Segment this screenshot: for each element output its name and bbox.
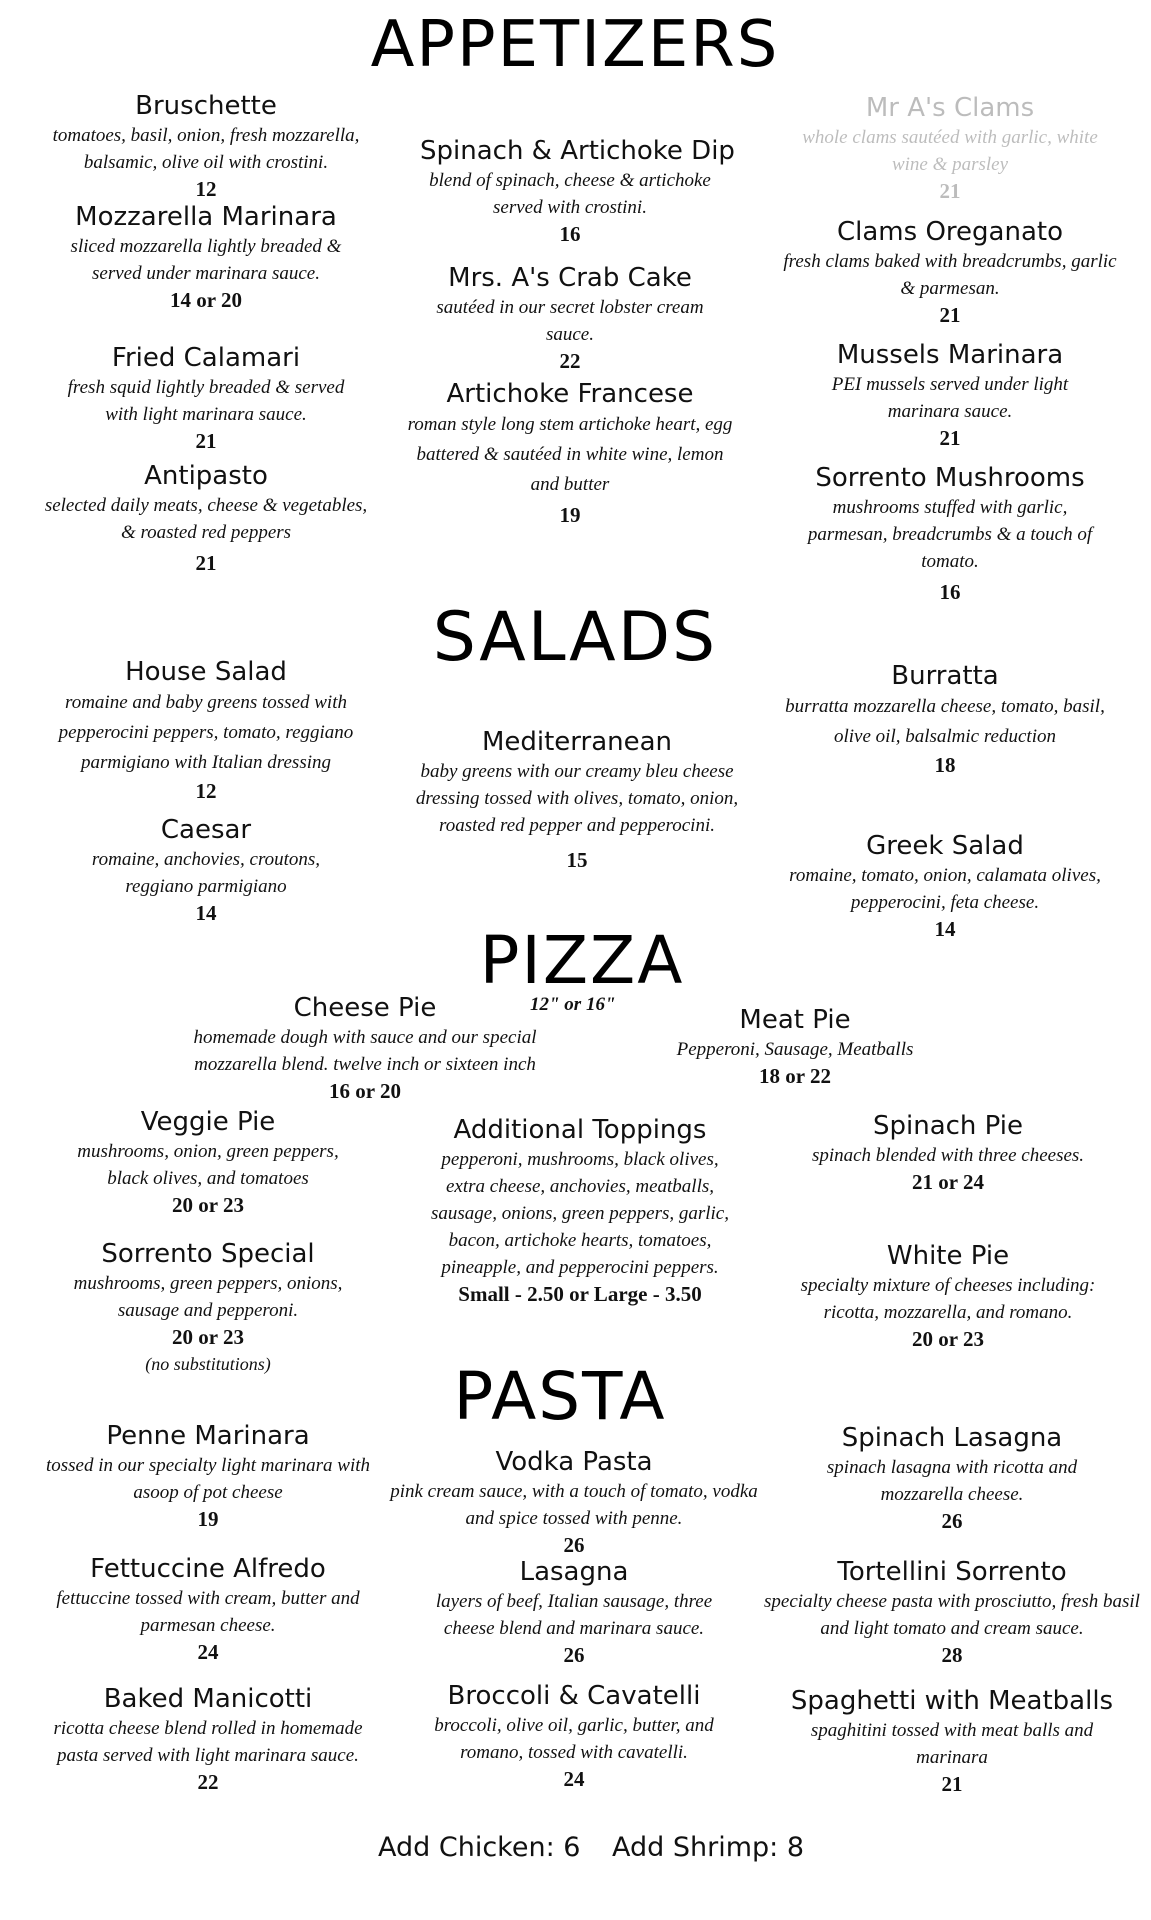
item-name: Vodka Pasta	[495, 1447, 653, 1477]
item-description: romaine and baby greens tossed with pepperocini peppers, tomato, reggiano parmigiano with Italian dressing	[58, 692, 354, 773]
item-name: Spinach Pie	[872, 1111, 1023, 1141]
item-price: 28	[941, 1643, 963, 1667]
item-description: spinach lasagna with ricotta and mozzarella cheese.	[826, 1457, 1078, 1505]
item-description: selected daily meats, cheese & vegetables, & roasted red peppers	[44, 495, 368, 543]
item-name: Meat Pie	[739, 1005, 851, 1035]
menu-item-clams-oreganato	[780, 216, 1120, 329]
item-price: 20 or 23	[172, 1193, 244, 1217]
item-description: romaine, anchovies, croutons, reggiano parmigiano	[91, 849, 321, 897]
item-price: 22	[559, 349, 581, 373]
item-description: fresh clams baked with breadcrumbs, garlic & parmesan.	[783, 251, 1117, 299]
menu-item-bruschette	[41, 90, 371, 203]
item-price: 18	[934, 753, 956, 777]
item-price: 19	[559, 503, 581, 527]
menu-item-spinach-artichoke-dip	[420, 135, 735, 248]
item-description: roman style long stem artichoke heart, egg battered & sautéed in white wine, lemon and butter	[407, 414, 733, 495]
item-description: ricotta cheese blend rolled in homemade pasta served with light marinara sauce.	[53, 1718, 363, 1766]
menu-item-house-salad	[41, 656, 371, 805]
item-description: fresh squid lightly breaded & served with light marinara sauce.	[67, 377, 345, 425]
item-price: 21	[939, 426, 961, 450]
menu-item-broccoli-cavatelli	[414, 1680, 734, 1793]
item-name: Mr A's Clams	[865, 93, 1035, 123]
item-name: Bruschette	[135, 91, 277, 121]
menu-item-baked-manicotti	[33, 1683, 383, 1796]
item-description: PEI mussels served under light marinara sauce.	[831, 374, 1069, 422]
menu-item-artichoke-francese	[405, 378, 735, 529]
menu-item-fettuccine-alfredo	[38, 1553, 378, 1666]
item-name: Fettuccine Alfredo	[90, 1554, 326, 1584]
item-price: 22	[197, 1770, 219, 1794]
item-price: 21	[941, 1772, 963, 1796]
add-chicken: Add Chicken: 6	[378, 1832, 581, 1863]
menu-item-lasagna	[409, 1556, 739, 1669]
appetizers-heading: APPETIZERS	[370, 8, 780, 82]
item-name: Mozzarella Marinara	[75, 202, 337, 232]
item-name: Fried Calamari	[111, 343, 301, 373]
menu-item-mediterranean	[407, 726, 747, 874]
item-name: Clams Oreganato	[837, 217, 1063, 247]
item-price: 14	[195, 901, 217, 925]
menu-item-spaghetti-meatballs	[777, 1685, 1127, 1798]
item-price: 12	[195, 779, 217, 803]
item-price: 24	[197, 1640, 219, 1664]
menu-item-spinach-pie	[788, 1110, 1108, 1196]
item-price: 24	[563, 1767, 585, 1791]
pizza-heading: PIZZA	[479, 922, 685, 999]
salads-heading: SALADS	[432, 598, 718, 677]
item-price: 20 or 23	[172, 1325, 244, 1349]
item-price: 21 or 24	[912, 1170, 984, 1194]
item-description: pink cream sauce, with a touch of tomato, vodka and spice tossed with penne.	[390, 1481, 758, 1529]
item-price: 19	[197, 1507, 219, 1531]
item-price: 20 or 23	[912, 1327, 984, 1351]
item-description: spinach blended with three cheeses.	[811, 1145, 1085, 1166]
menu-item-mr-as-clams	[795, 92, 1105, 205]
item-description: fettuccine tossed with cream, butter and parmesan cheese.	[56, 1588, 360, 1636]
item-description: whole clams sautéed with garlic, white wine & parsley	[802, 127, 1098, 175]
item-name: Spinach Lasagna	[841, 1423, 1063, 1453]
item-price: 26	[563, 1533, 585, 1557]
item-description: sautéed in our secret lobster cream sauce.	[436, 297, 704, 345]
item-name: White Pie	[886, 1241, 1010, 1271]
item-name: Mediterranean	[481, 727, 673, 757]
item-name: Caesar	[160, 815, 252, 845]
item-name: Veggie Pie	[140, 1107, 276, 1137]
item-name: Antipasto	[144, 461, 268, 491]
item-description: specialty cheese pasta with prosciutto, fresh basil and light tomato and cream sauce.	[764, 1591, 1140, 1639]
menu-item-mussels-marinara	[800, 339, 1100, 452]
item-description: mushrooms stuffed with garlic, parmesan, breadcrumbs & a touch of tomato.	[807, 497, 1093, 572]
item-description: spaghitini tossed with meat balls and marinara	[810, 1720, 1094, 1768]
item-price: Small - 2.50 or Large - 3.50	[458, 1282, 702, 1306]
item-name: Tortellini Sorrento	[837, 1557, 1067, 1587]
item-description: tossed in our specialty light marinara with asoop of pot cheese	[45, 1455, 371, 1503]
item-description: Pepperoni, Sausage, Meatballs	[676, 1039, 914, 1060]
menu-item-spinach-lasagna	[802, 1422, 1102, 1535]
menu-item-sorrento-mushrooms	[805, 462, 1095, 606]
item-description: baby greens with our creamy bleu cheese dressing tossed with olives, tomato, onion, roasted red pepper and pepperocini.	[415, 761, 739, 836]
menu-item-penne-marinara	[43, 1420, 373, 1533]
item-price: 16	[939, 580, 961, 604]
item-price: 26	[563, 1643, 585, 1667]
item-name: Mussels Marinara	[836, 340, 1064, 370]
item-name: Baked Manicotti	[103, 1684, 313, 1714]
add-shrimp: Add Shrimp: 8	[612, 1832, 805, 1863]
item-name: Spaghetti with Meatballs	[790, 1686, 1114, 1716]
item-price: 14	[934, 917, 956, 941]
menu-item-additional-toppings	[420, 1114, 740, 1308]
item-name: Lasagna	[519, 1557, 629, 1587]
item-name: Penne Marinara	[106, 1421, 310, 1451]
menu-item-white-pie	[783, 1240, 1113, 1353]
item-name: Spinach & Artichoke Dip	[420, 136, 735, 166]
item-price: 26	[941, 1509, 963, 1533]
menu-item-mozzarella-marinara	[61, 201, 351, 314]
item-description: tomatoes, basil, onion, fresh mozzarella, balsamic, olive oil with crostini.	[52, 125, 360, 173]
item-description: pepperoni, mushrooms, black olives, extra cheese, anchovies, meatballs, sausage, onions, green peppers, garlic, bacon, artichoke hearts, tomatoes, pineapple, and pepperocini peppers.	[431, 1149, 729, 1278]
item-note: (no substitutions)	[145, 1354, 271, 1374]
menu-item-cheese-pie	[150, 992, 580, 1105]
item-name: Mrs. A's Crab Cake	[448, 263, 692, 293]
item-price: 18 or 22	[759, 1064, 831, 1088]
menu-item-fried-calamari	[51, 342, 361, 455]
menu-item-caesar	[56, 814, 356, 927]
item-description: sliced mozzarella lightly breaded & served under marinara sauce.	[70, 236, 342, 284]
menu-item-greek-salad	[765, 830, 1125, 943]
item-name: Artichoke Francese	[446, 379, 694, 409]
menu-item-antipasto	[36, 460, 376, 577]
menu-item-crab-cake	[425, 262, 715, 375]
item-name: Cheese Pie	[293, 993, 437, 1023]
item-name: Sorrento Mushrooms	[815, 463, 1085, 493]
item-price: 15	[566, 848, 588, 872]
item-name: Broccoli & Cavatelli	[447, 1681, 701, 1711]
item-description: specialty mixture of cheeses including: ricotta, mozzarella, and romano.	[800, 1275, 1096, 1323]
item-description: mushrooms, green peppers, onions, sausage and pepperoni.	[73, 1273, 343, 1321]
menu-item-burratta	[765, 660, 1125, 779]
item-description: romaine, tomato, onion, calamata olives, pepperocini, feta cheese.	[789, 865, 1101, 913]
item-name: Additional Toppings	[453, 1115, 707, 1145]
item-description: layers of beef, Italian sausage, three cheese blend and marinara sauce.	[435, 1591, 713, 1639]
item-name: House Salad	[125, 657, 287, 687]
pasta-heading: PASTA	[453, 1358, 667, 1435]
item-description: homemade dough with sauce and our special mozzarella blend. twelve inch or sixteen inch	[193, 1027, 537, 1075]
item-name: Sorrento Special	[101, 1239, 315, 1269]
item-price: 21	[195, 551, 217, 575]
item-name: Burratta	[891, 661, 999, 691]
item-description: broccoli, olive oil, garlic, butter, and romano, tossed with cavatelli.	[434, 1715, 714, 1763]
menu-item-sorrento-special	[58, 1238, 358, 1377]
item-price: 14 or 20	[170, 288, 242, 312]
item-price: 16	[559, 222, 581, 246]
item-price: 21	[195, 429, 217, 453]
item-price: 12	[195, 177, 217, 201]
pizza-sizes-note: 12" or 16"	[530, 994, 616, 1015]
item-price: 21	[939, 179, 961, 203]
menu-item-vodka-pasta	[389, 1446, 759, 1559]
item-price: 21	[939, 303, 961, 327]
menu-item-meat-pie	[635, 1004, 955, 1090]
item-description: blend of spinach, cheese & artichoke served with crostini.	[429, 170, 711, 218]
item-name: Greek Salad	[866, 831, 1024, 861]
item-description: mushrooms, onion, green peppers, black olives, and tomatoes	[77, 1141, 339, 1189]
item-price: 16 or 20	[329, 1079, 401, 1103]
item-description: burratta mozzarella cheese, tomato, basil, olive oil, balsalmic reduction	[785, 696, 1105, 747]
menu-item-tortellini-sorrento	[762, 1556, 1142, 1669]
menu-item-veggie-pie	[58, 1106, 358, 1219]
